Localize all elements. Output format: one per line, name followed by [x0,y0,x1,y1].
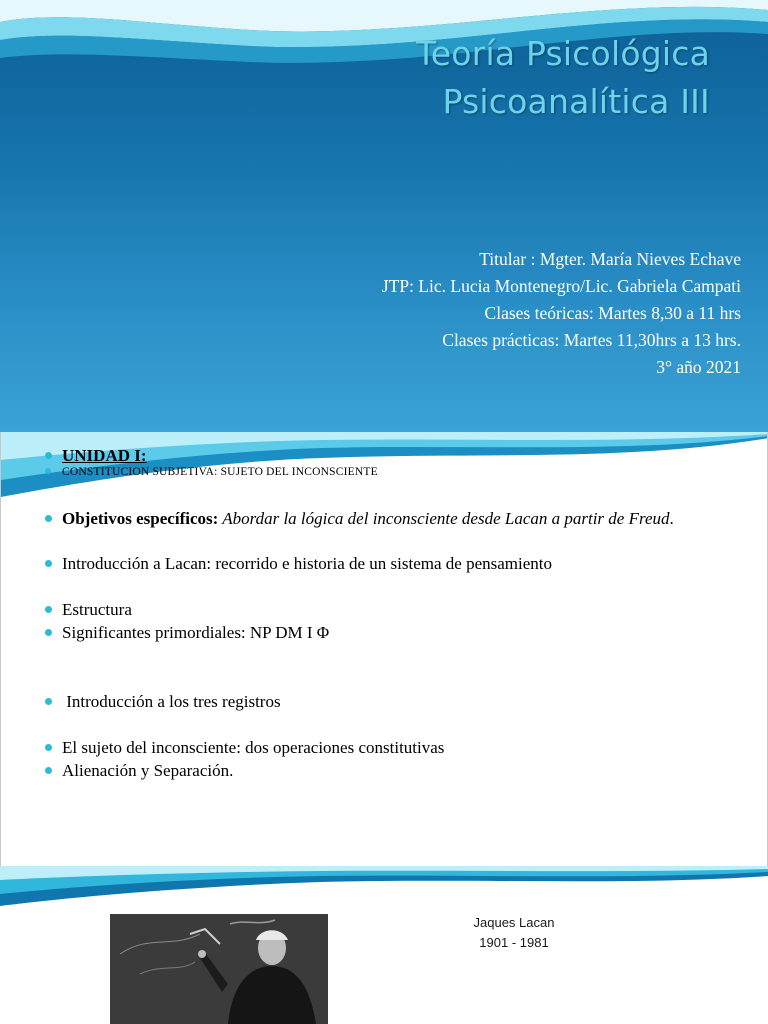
lacan-portrait-illustration [110,914,328,1024]
slide-title [110,30,710,126]
lacan-photo [110,914,328,1024]
info-clases-teoricas: Clases teóricas: Martes 8,30 a 11 hrs [484,303,741,323]
title-line-2: Psicoanalítica III [442,82,710,121]
bullet-item-3: Significantes primordiales: NP DM I Φ [45,623,745,642]
title-line-1: Teoría Psicológica [416,34,710,73]
info-jtp: JTP: Lic. Lucia Montenegro/Lic. Gabriela Campati [381,276,741,296]
top-wave-decoration [0,866,768,911]
bullet-item-2: Estructura [45,600,745,619]
bullet-constitucion: CONSTITUCION SUBJETIVA: SUJETO DEL INCONSCIENTE [45,465,745,479]
slide-content [45,446,745,780]
bullet-item-4: Introducción a los tres registros [45,692,745,711]
course-info [181,246,741,381]
caption-name: Jaques Lacan [473,915,555,930]
bullet-objetivos [45,509,745,528]
info-titular: Titular : Mgter. María Nieves Echave [479,249,741,269]
info-clases-practicas: Clases prácticas: Martes 11,30hrs a 13 hrs. [442,330,741,350]
title-slide [0,0,768,432]
objetivos-label: Objetivos específicos: [62,509,219,528]
caption-years: 1901 - 1981 [479,935,549,950]
unidad-heading: UNIDAD I: [62,446,147,465]
bullet-item-1: Introducción a Lacan: recorrido e historia de un sistema de pensamiento [45,554,745,573]
bullet-unidad [45,446,745,465]
photo-caption [420,913,608,953]
bullet-item-5: El sujeto del inconsciente: dos operaciones constitutivas [45,738,745,757]
objetivos-period: . [669,509,674,528]
bullet-item-6: Alienación y Separación. [45,761,745,780]
content-slide [0,432,768,866]
info-year: 3° año 2021 [656,357,741,377]
lacan-slide [0,866,768,1024]
objetivos-text: Abordar la lógica del inconsciente desde Lacan a partir de Freud [218,509,670,528]
